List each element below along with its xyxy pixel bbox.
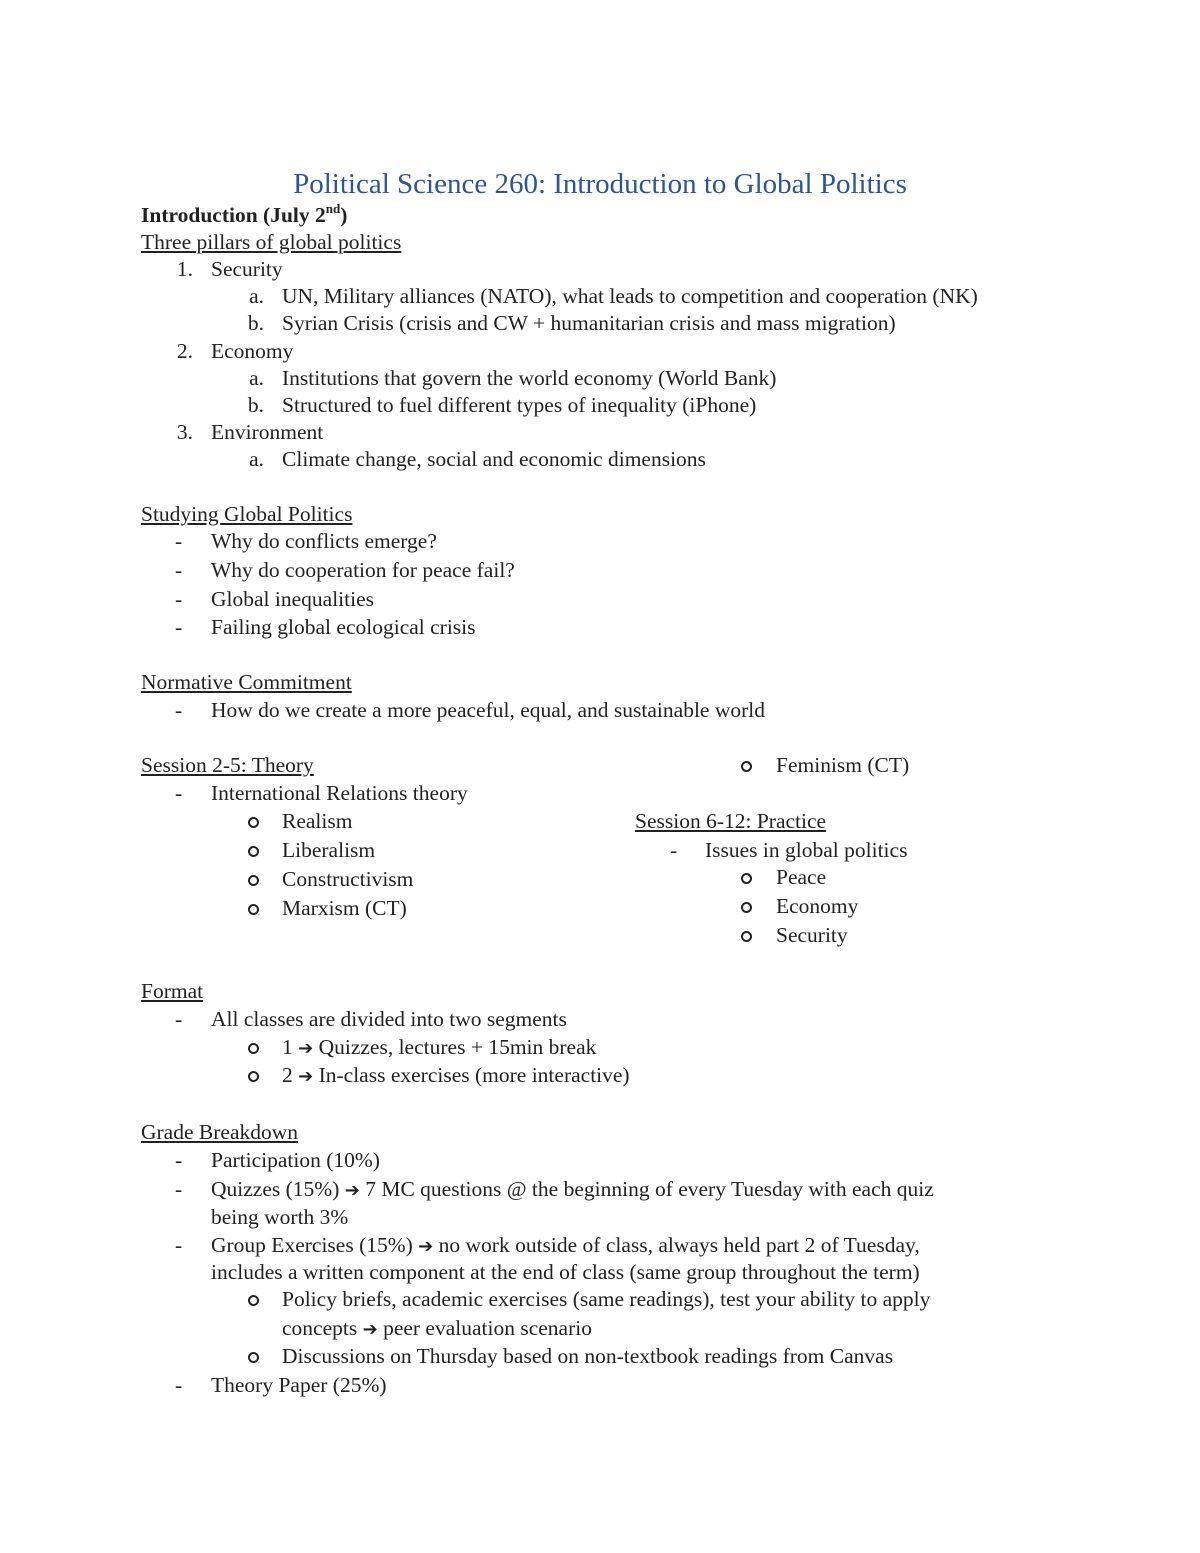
pillar-sub-item: Syrian Crisis (crisis and CW + humanitarian crisis and mass migration) (282, 311, 896, 335)
list-item-continued: being worth 3% (211, 1205, 349, 1229)
theory-heading: Session 2-5: Theory (141, 753, 314, 777)
format-sub-num: 2 (282, 1063, 293, 1087)
circle-bullet-icon (248, 817, 259, 828)
pillar-item: Economy (211, 339, 294, 363)
list-number: 3. (176, 420, 193, 444)
dash-bullet: - (670, 838, 678, 862)
theory-sub-item: Constructivism (282, 867, 414, 891)
pillar-sub-item: Institutions that govern the world economy (World Bank) (282, 366, 777, 390)
group-text: no work outside of class, always held part 2 of Tuesday, (438, 1233, 920, 1257)
list-item-continued: includes a written component at the end of class (same group throughout the term) (211, 1260, 920, 1284)
intro-heading-close: ) (340, 203, 348, 227)
format-sub-text: In-class exercises (more interactive) (318, 1063, 630, 1087)
intro-heading (141, 201, 347, 229)
list-item: Participation (10%) (211, 1148, 380, 1172)
theory-sub-item: Marxism (CT) (282, 896, 407, 920)
dash-bullet: - (175, 558, 183, 582)
list-letter: a. (249, 447, 264, 471)
circle-bullet-icon (248, 875, 259, 886)
list-item: Issues in global politics (705, 838, 908, 862)
practice-heading: Session 6-12: Practice (635, 809, 827, 833)
dash-bullet: - (175, 1177, 183, 1201)
list-item: All classes are divided into two segments (211, 1007, 567, 1031)
arrow-right-icon: ➔ (344, 1180, 360, 1201)
format-sub-item (282, 1061, 630, 1091)
dash-bullet: - (175, 1007, 183, 1031)
practice-sub-item: Economy (776, 894, 859, 918)
dash-bullet: - (175, 615, 183, 639)
circle-bullet-icon (248, 1352, 259, 1363)
pillars-heading: Three pillars of global politics (141, 230, 402, 254)
pillar-sub-item: Structured to fuel different types of inequality (iPhone) (282, 393, 757, 417)
circle-bullet-icon (248, 1071, 259, 1082)
list-item: Failing global ecological crisis (211, 615, 476, 639)
pillar-item: Security (211, 257, 283, 281)
format-sub-text: Quizzes, lectures + 15min break (318, 1035, 597, 1059)
list-item: Why do cooperation for peace fail? (211, 558, 515, 582)
pillar-sub-item: UN, Military alliances (NATO), what leads to competition and cooperation (NK) (282, 284, 978, 308)
list-item: Theory Paper (25%) (211, 1373, 387, 1397)
arrow-right-icon: ➔ (298, 1038, 314, 1059)
dash-bullet: - (175, 781, 183, 805)
group-sub-item-continued (282, 1314, 592, 1344)
quizzes-label: Quizzes (15%) (211, 1177, 340, 1201)
list-item: Global inequalities (211, 587, 375, 611)
page-title: Political Science 260: Introduction to Global Politics (293, 168, 907, 200)
intro-heading-sup: nd (325, 200, 341, 216)
arrow-right-icon: ➔ (362, 1319, 378, 1340)
group-sub-peer: peer evaluation scenario (383, 1316, 592, 1340)
intro-heading-text: Introduction (July 2 (141, 203, 326, 227)
list-number: 1. (176, 257, 193, 281)
list-letter: a. (249, 366, 264, 390)
group-sub-item: Discussions on Thursday based on non-textbook readings from Canvas (282, 1344, 894, 1368)
format-sub-item (282, 1033, 596, 1063)
circle-bullet-icon (741, 902, 752, 913)
list-item: International Relations theory (211, 781, 468, 805)
circle-bullet-icon (741, 873, 752, 884)
format-heading: Format (141, 979, 204, 1003)
group-label: Group Exercises (15%) (211, 1233, 413, 1257)
grades-heading: Grade Breakdown (141, 1120, 299, 1144)
dash-bullet: - (175, 1233, 183, 1257)
practice-sub-item: Peace (776, 865, 827, 889)
list-item (211, 1175, 934, 1205)
list-item: How do we create a more peaceful, equal, and sustainable world (211, 698, 765, 722)
theory-sub-item: Realism (282, 809, 353, 833)
format-sub-num: 1 (282, 1035, 293, 1059)
list-item: Why do conflicts emerge? (211, 529, 437, 553)
list-letter: a. (249, 284, 264, 308)
list-letter: b. (247, 311, 264, 335)
list-item (211, 1231, 920, 1261)
group-sub-item: Policy briefs, academic exercises (same readings), test your ability to apply (282, 1287, 931, 1311)
dash-bullet: - (175, 1148, 183, 1172)
theory-sub-item: Liberalism (282, 838, 376, 862)
circle-bullet-icon (248, 904, 259, 915)
group-sub-concepts: concepts (282, 1316, 358, 1340)
studying-heading: Studying Global Politics (141, 502, 353, 526)
list-letter: b. (247, 393, 264, 417)
theory-sub-item: Feminism (CT) (776, 753, 910, 777)
circle-bullet-icon (248, 1043, 259, 1054)
arrow-right-icon: ➔ (418, 1236, 434, 1257)
practice-sub-item: Security (776, 923, 848, 947)
list-number: 2. (176, 339, 193, 363)
dash-bullet: - (175, 1373, 183, 1397)
quizzes-text: 7 MC questions @ the beginning of every Tuesday with each quiz (365, 1177, 934, 1201)
circle-bullet-icon (741, 761, 752, 772)
circle-bullet-icon (248, 1295, 259, 1306)
arrow-right-icon: ➔ (298, 1066, 314, 1087)
dash-bullet: - (175, 587, 183, 611)
dash-bullet: - (175, 698, 183, 722)
circle-bullet-icon (741, 931, 752, 942)
circle-bullet-icon (248, 846, 259, 857)
dash-bullet: - (175, 529, 183, 553)
normative-heading: Normative Commitment (141, 670, 352, 694)
pillar-sub-item: Climate change, social and economic dimensions (282, 447, 706, 471)
pillar-item: Environment (211, 420, 324, 444)
